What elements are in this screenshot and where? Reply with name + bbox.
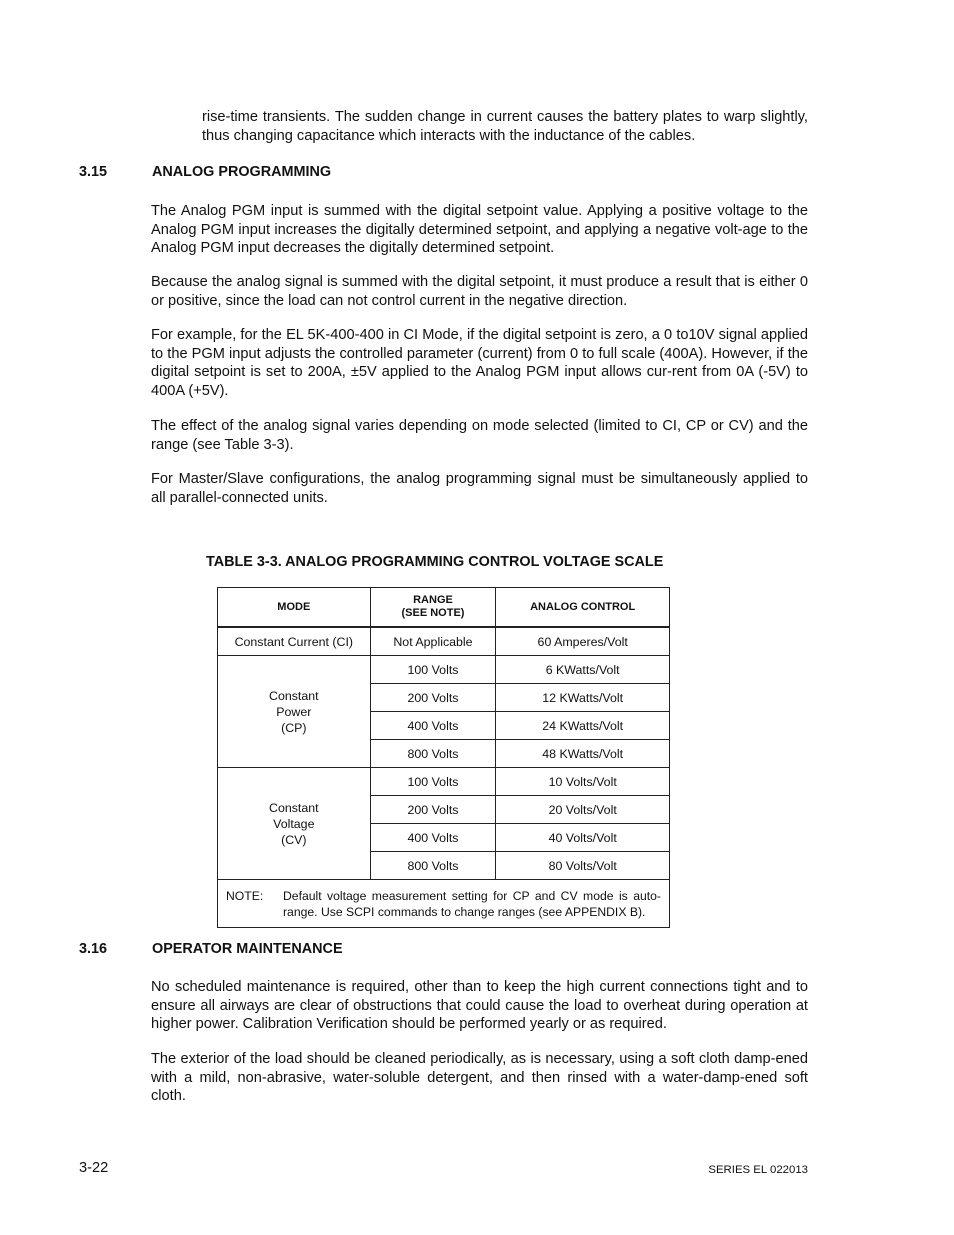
paragraph: No scheduled maintenance is required, other than to keep the high current connections tight and to ensure all airways are clear of obstructions that could cause the load to overheat during operation at higher power. Calibration Verification should be performed yearly or as required. (151, 979, 808, 1033)
paragraph: For example, for the EL 5K-400-400 in CI Mode, if the digital setpoint is zero, a 0 to10V signal applied to the PGM input adjusts the controlled parameter (current) from 0 to full scale (400A). However, if the digital setpoint is set to 200A, ±5V applied to the Analog PGM input allows cur-rent from 0A (-5V) to 400A (+5V). (151, 327, 808, 399)
header-range-line1: RANGE (413, 594, 453, 606)
range-cell: 800 Volts (370, 740, 496, 768)
page-number: 3-22 (79, 1160, 109, 1176)
section-title: ANALOG PROGRAMMING (152, 164, 332, 180)
control-cell: 6 KWatts/Volt (496, 656, 670, 684)
paragraph: The exterior of the load should be cleaned periodically, as is necessary, using a soft cloth damp-ened with a mild, non-abrasive, water-soluble detergent, and then rinsed with a water-damp-ened soft cloth. (151, 1051, 808, 1105)
table-note-row (218, 880, 670, 928)
range-cell: 400 Volts (370, 712, 496, 740)
table-header-row (218, 588, 670, 628)
mode-cell-cv (218, 768, 371, 880)
section-title: OPERATOR MAINTENANCE (152, 941, 343, 957)
note-label: NOTE: (226, 888, 264, 903)
control-cell: 20 Volts/Volt (496, 796, 670, 824)
range-cell: 800 Volts (370, 852, 496, 880)
table-row (218, 768, 670, 796)
range-cell: 100 Volts (370, 768, 496, 796)
mode-line: Power (276, 704, 312, 719)
control-cell: 12 KWatts/Volt (496, 684, 670, 712)
control-cell: 24 KWatts/Volt (496, 712, 670, 740)
header-range (370, 588, 496, 628)
range-cell: 400 Volts (370, 824, 496, 852)
range-cell: 200 Volts (370, 684, 496, 712)
table-row (218, 656, 670, 684)
range-cell: 200 Volts (370, 796, 496, 824)
control-cell: 80 Volts/Volt (496, 852, 670, 880)
table-title: TABLE 3-3. ANALOG PROGRAMMING CONTROL VOLTAGE SCALE (206, 554, 664, 570)
section-number: 3.16 (79, 941, 108, 957)
mode-cell-cp (218, 656, 371, 768)
header-analog-control: ANALOG CONTROL (496, 588, 670, 628)
paragraph: For Master/Slave configurations, the analog programming signal must be simultaneously applied to all parallel-connected units. (151, 471, 808, 506)
mode-cell: Constant Current (CI) (218, 627, 371, 656)
control-voltage-table (217, 587, 670, 928)
document-series: SERIES EL 022013 (708, 1164, 808, 1176)
note-text: Default voltage measurement setting for CP and CV mode is auto-range. Use SCPI commands to change ranges (see APPENDIX B). (283, 888, 661, 919)
mode-line: (CV) (281, 832, 307, 847)
paragraph: The Analog PGM input is summed with the digital setpoint value. Applying a positive voltage to the Analog PGM input increases the digitally determined setpoint, and applying a negative volt-age to the Analog PGM input decreases the digitally determined setpoint. (151, 203, 808, 257)
range-cell: 100 Volts (370, 656, 496, 684)
mode-line: Constant (269, 688, 319, 703)
control-cell: 60 Amperes/Volt (496, 627, 670, 656)
section-number: 3.15 (79, 164, 108, 180)
paragraph: Because the analog signal is summed with the digital setpoint, it must produce a result that is either 0 or positive, since the load can not control current in the negative direction. (151, 274, 808, 309)
intro-paragraph: rise-time transients. The sudden change in current causes the battery plates to warp slightly, thus changing capacitance which interacts with the inductance of the cables. (202, 109, 808, 144)
control-cell: 48 KWatts/Volt (496, 740, 670, 768)
range-cell: Not Applicable (370, 627, 496, 656)
header-mode: MODE (218, 588, 371, 628)
control-cell: 10 Volts/Volt (496, 768, 670, 796)
mode-line: Constant (269, 800, 319, 815)
table-note (218, 880, 670, 928)
mode-line: (CP) (281, 720, 307, 735)
table-row (218, 627, 670, 656)
paragraph: The effect of the analog signal varies depending on mode selected (limited to CI, CP or CV) and the range (see Table 3-3). (151, 418, 808, 453)
control-cell: 40 Volts/Volt (496, 824, 670, 852)
header-range-line2: (SEE NOTE) (401, 607, 465, 619)
mode-line: Voltage (273, 816, 315, 831)
